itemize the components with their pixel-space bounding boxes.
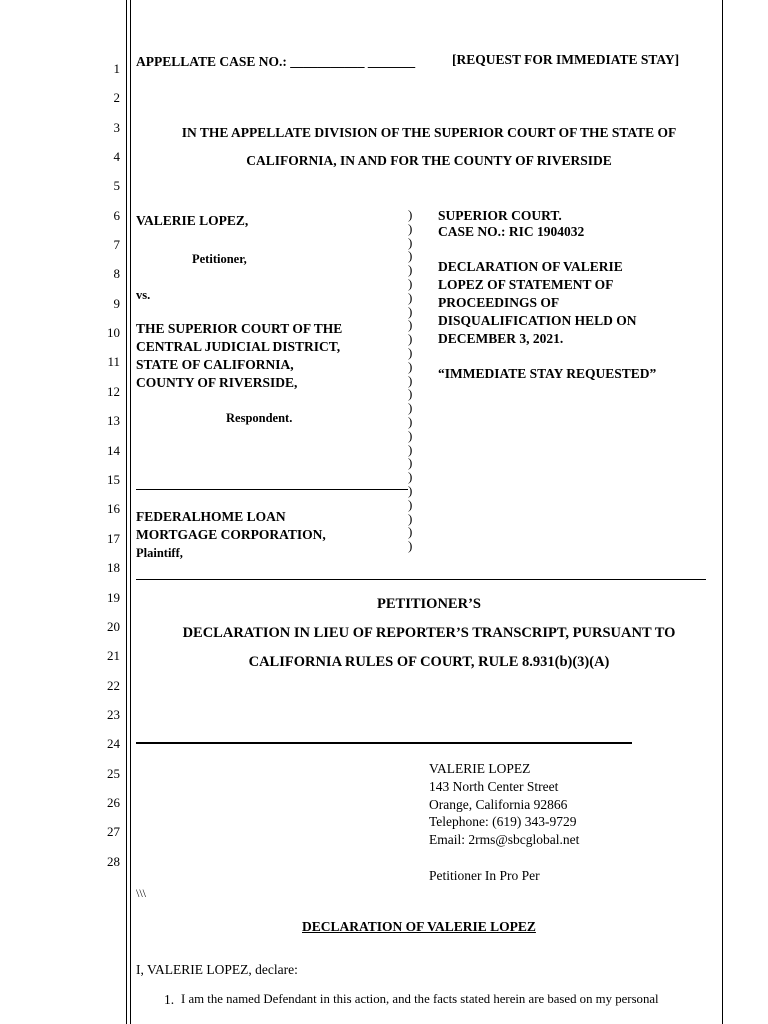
title-line-1: PETITIONER’S bbox=[377, 596, 481, 612]
plaintiff-line: MORTGAGE CORPORATION, bbox=[136, 527, 326, 542]
court-name-line-1: IN THE APPELLATE DIVISION OF THE SUPERIOR COURT OF THE STATE OF bbox=[181, 125, 677, 140]
line-number: 11 bbox=[107, 354, 120, 369]
title-line-2: DECLARATION IN LIEU OF REPORTER’S TRANSCRIPT, PURSUANT TO bbox=[182, 625, 676, 641]
line-number: 28 bbox=[107, 854, 120, 869]
line-number: 18 bbox=[107, 560, 120, 575]
line-number: 12 bbox=[107, 384, 120, 399]
request-stay-header: [REQUEST FOR IMMEDIATE STAY] bbox=[452, 52, 680, 67]
declaration-item-text: I am the named Defendant in this action, and the facts stated herein are based on my personal bbox=[181, 992, 659, 1006]
contact-name: VALERIE LOPEZ bbox=[429, 761, 531, 776]
declaration-intro: I, VALERIE LOPEZ, declare: bbox=[136, 962, 298, 977]
respondent-line: COUNTY OF RIVERSIDE, bbox=[136, 375, 298, 390]
versus-label: vs. bbox=[136, 288, 151, 302]
plaintiff-label: Plaintiff, bbox=[136, 546, 183, 560]
respondent-line: STATE OF CALIFORNIA, bbox=[136, 357, 294, 372]
line-number: 24 bbox=[107, 736, 120, 751]
line-number: 22 bbox=[107, 678, 120, 693]
contact-role: Petitioner In Pro Per bbox=[429, 868, 540, 883]
line-number: 9 bbox=[113, 296, 120, 311]
declaration-item-number: 1. bbox=[164, 992, 175, 1007]
declaration-caption-line: DECEMBER 3, 2021. bbox=[438, 331, 564, 346]
line-number: 19 bbox=[107, 590, 120, 605]
left-margin-rule-inner bbox=[130, 0, 131, 1024]
plaintiff-line: FEDERALHOME LOAN bbox=[136, 509, 286, 524]
line-number: 8 bbox=[113, 266, 120, 281]
line-number: 5 bbox=[113, 178, 120, 193]
line-number: 2 bbox=[113, 90, 120, 105]
superior-court-label: SUPERIOR COURT. bbox=[438, 208, 562, 223]
line-number: 14 bbox=[107, 443, 120, 458]
left-margin-rule-outer bbox=[126, 0, 127, 1024]
line-number: 25 bbox=[107, 766, 120, 781]
line-number: 13 bbox=[107, 413, 120, 428]
immediate-stay-requested: “IMMEDIATE STAY REQUESTED” bbox=[438, 366, 657, 381]
superior-court-case-number: CASE NO.: RIC 1904032 bbox=[438, 224, 585, 239]
declaration-caption-line: DECLARATION OF VALERIE bbox=[438, 259, 623, 274]
line-number: 15 bbox=[107, 472, 120, 487]
caption-divider bbox=[136, 489, 408, 490]
contact-email: Email: 2rms@sbcglobal.net bbox=[429, 832, 580, 847]
contact-telephone: Telephone: (619) 343-9729 bbox=[429, 814, 577, 829]
line-number: 3 bbox=[113, 120, 120, 135]
line-number: 23 bbox=[107, 707, 120, 722]
title-bottom-rule bbox=[136, 742, 632, 744]
caption-bottom-rule bbox=[136, 579, 706, 580]
declaration-heading: DECLARATION OF VALERIE LOPEZ bbox=[302, 919, 536, 934]
title-line-3: CALIFORNIA RULES OF COURT, RULE 8.931(b)(3)(A) bbox=[248, 654, 610, 670]
line-number: 10 bbox=[107, 325, 120, 340]
line-number: 27 bbox=[107, 824, 120, 839]
appellate-case-number: APPELLATE CASE NO.: ___________ _______ bbox=[136, 54, 416, 69]
line-number: 4 bbox=[113, 149, 120, 164]
declaration-caption-line: PROCEEDINGS OF bbox=[438, 295, 560, 310]
declaration-caption-line: DISQUALIFICATION HELD ON bbox=[438, 313, 637, 328]
line-number: 21 bbox=[107, 648, 120, 663]
line-number: 1 bbox=[113, 61, 120, 76]
declaration-caption-line: LOPEZ OF STATEMENT OF bbox=[438, 277, 614, 292]
separator-marks: \\\ bbox=[136, 886, 147, 900]
line-number: 16 bbox=[107, 501, 120, 516]
petitioner-label: Petitioner, bbox=[192, 252, 247, 266]
line-number: 7 bbox=[113, 237, 120, 252]
respondent-label: Respondent. bbox=[226, 411, 293, 425]
right-margin-rule bbox=[722, 0, 723, 1024]
line-number: 20 bbox=[107, 619, 120, 634]
respondent-line: THE SUPERIOR COURT OF THE bbox=[136, 321, 343, 336]
line-number: 26 bbox=[107, 795, 120, 810]
line-number: 17 bbox=[107, 531, 120, 546]
caption-parentheses: ) ) ) ) ) ) ) ) ) ) ) ) ) ) ) ) ) ) ) ) ) ) ) ) ) bbox=[408, 207, 413, 554]
line-number: 6 bbox=[113, 208, 120, 223]
contact-address-1: 143 North Center Street bbox=[429, 779, 559, 794]
petitioner-name: VALERIE LOPEZ, bbox=[136, 213, 249, 228]
contact-address-2: Orange, California 92866 bbox=[429, 797, 568, 812]
respondent-line: CENTRAL JUDICIAL DISTRICT, bbox=[136, 339, 341, 354]
court-name-line-2: CALIFORNIA, IN AND FOR THE COUNTY OF RIVERSIDE bbox=[246, 153, 612, 168]
